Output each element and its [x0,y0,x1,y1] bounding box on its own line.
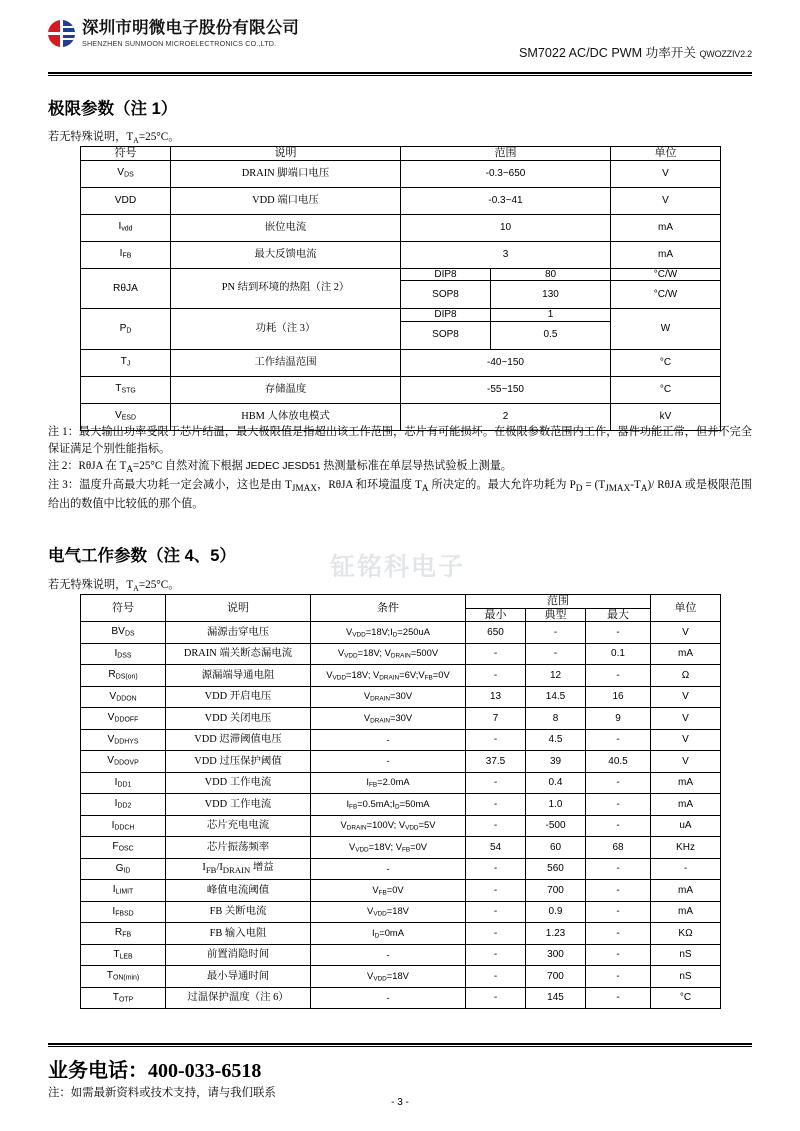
footer-divider [48,1043,752,1047]
col-description: 说明 [166,595,311,622]
cell-min: - [466,794,526,816]
cell-range: 1 [491,309,611,322]
cell-description: 峰值电流阈值 [166,880,311,902]
cell-range: -55~150 [401,376,611,403]
cell-description: FB 关断电流 [166,901,311,923]
cell-unit: V [651,622,721,644]
cell-typ: 1.0 [526,794,586,816]
cell-description: VDD 开启电压 [166,686,311,708]
col-min: 最小 [466,608,526,622]
cell-typ: 700 [526,966,586,988]
cell-unit: mA [611,241,721,268]
cell-symbol: $G_{ID}$ [81,858,166,880]
cell-min: - [466,880,526,902]
cell-min: 37.5 [466,751,526,773]
cell-typ: 12 [526,665,586,687]
cell-description: 嵌位电流 [171,214,401,241]
cell-unit: V [651,729,721,751]
document-title-text: SM7022 AC/DC PWM 功率开关 [518,46,696,60]
cell-symbol: $T_{ON(min)}$ [81,966,166,988]
absolute-maximum-ratings-table [80,146,721,431]
cell-min: 13 [466,686,526,708]
table-row [81,815,721,837]
cell-min: - [466,944,526,966]
cell-condition: $V_{DRAIN}=30V$ [311,686,466,708]
cell-symbol: VDD [81,187,171,214]
table-header-row [81,147,721,161]
cell-condition: $V_{DRAIN}=30V$ [311,708,466,730]
cell-condition: $V_{VDD}=18V$ [311,901,466,923]
table-row [81,858,721,880]
cell-condition: - [311,751,466,773]
cell-max: - [586,794,651,816]
cell-unit: nS [651,944,721,966]
cell-description: 漏源击穿电压 [166,622,311,644]
cell-package: SOP8 [401,321,491,349]
table-row [81,187,721,214]
table-row [81,923,721,945]
table-header-row-top [81,595,721,609]
cell-description: FB 输入电阻 [166,923,311,945]
cell-condition: $I_{FB}=2.0mA$ [311,772,466,794]
cell-symbol: $V_{DDON}$ [81,686,166,708]
cell-min: - [466,987,526,1009]
col-unit: 单位 [611,147,721,161]
table-row [81,686,721,708]
table-row [81,772,721,794]
company-name-en: SHENZHEN SUNMOON MICROELECTRONICS CO.,LTD. [82,38,277,48]
cell-symbol: $T_{OTP}$ [81,987,166,1009]
cell-symbol: $P_D$ [81,309,171,350]
cell-max: - [586,815,651,837]
sunmoon-logo-icon [48,20,75,47]
cell-symbol: $I_{FBSD}$ [81,901,166,923]
cell-min: - [466,923,526,945]
cell-condition: $V_{DRAIN}=100V$; $V_{VDD}=5V$ [311,815,466,837]
cell-symbol: $T_{STG}$ [81,376,171,403]
cell-max: 68 [586,837,651,859]
table-row [81,268,721,281]
cell-symbol: $I_{FB}$ [81,241,171,268]
cell-symbol: $I_{LIMIT}$ [81,880,166,902]
cell-max: - [586,901,651,923]
cell-unit: mA [651,772,721,794]
table-row [81,309,721,322]
cell-range: 3 [401,241,611,268]
cell-description: 最小导通时间 [166,966,311,988]
cell-description: $I_{FB}/I_{DRAIN}$ 增益 [166,858,311,880]
cell-unit: V [611,187,721,214]
cell-max: - [586,665,651,687]
cell-condition: $V_{VDD}=18V$; $V_{FB}=0V$ [311,837,466,859]
table-row [81,880,721,902]
cell-min: 54 [466,837,526,859]
cell-description: 前置消隐时间 [166,944,311,966]
table-row [81,376,721,403]
cell-unit: V [611,160,721,187]
cell-min: - [466,729,526,751]
cell-condition: - [311,729,466,751]
table-row [81,944,721,966]
cell-unit: - [651,858,721,880]
header-divider [48,72,752,76]
cell-typ: -500 [526,815,586,837]
company-name-block [82,20,299,47]
cell-condition: $V_{VDD}=18V$ [311,966,466,988]
cell-unit: mA [651,643,721,665]
cell-condition: $I_{FB}=0.5mA;I_D=50mA$ [311,794,466,816]
cell-max: - [586,966,651,988]
document-version: QWOZZIV2.2 [699,49,752,59]
cell-package: DIP8 [401,309,491,322]
section1-notes [48,424,752,513]
cell-min: - [466,643,526,665]
watermark: 钲铭科电子 [330,553,466,581]
col-symbol: 符号 [81,147,171,161]
section-title-absolute-maximum-ratings: 极限参数（注 1） [48,100,178,118]
col-range: 范围 [401,147,611,161]
cell-typ: 60 [526,837,586,859]
cell-description: 过温保护温度（注 6） [166,987,311,1009]
cell-max: - [586,858,651,880]
footer-phone-number: 400-033-6518 [148,1060,262,1082]
cell-symbol: $V_{DS}$ [81,160,171,187]
section2-subtitle: 若无特殊说明，$T_A=25^\circ C$。 [48,579,180,594]
table-row [81,643,721,665]
cell-description: HBM 人体放电模式 [171,403,401,430]
cell-symbol: $T_J$ [81,349,171,376]
table-row [81,349,721,376]
cell-description: 工作结温范围 [171,349,401,376]
cell-unit: V [651,708,721,730]
cell-unit: KΩ [651,923,721,945]
cell-symbol: $T_{LEB}$ [81,944,166,966]
cell-min: - [466,901,526,923]
cell-symbol: $R_{DS(on)}$ [81,665,166,687]
cell-symbol: $V_{ESD}$ [81,403,171,430]
cell-symbol: $I_{DDCH}$ [81,815,166,837]
cell-typ: 560 [526,858,586,880]
cell-min: - [466,858,526,880]
cell-package: DIP8 [401,268,491,281]
cell-max: - [586,880,651,902]
table-row [81,966,721,988]
cell-min: - [466,815,526,837]
note-2: 注 2：RθJA 在 $T_A=25^\circ C$ 自然对流下根据 JEDEC JESD51 热测量标准在单层导热试验板上测量。 [48,459,512,475]
cell-symbol: $V_{DDOVP}$ [81,751,166,773]
cell-unit: KHz [651,837,721,859]
section-title-electrical-characteristics: 电气工作参数（注 4、5） [48,547,236,565]
col-range: 范围 [466,595,651,609]
col-max: 最大 [586,608,651,622]
document-title [519,42,752,61]
cell-description: 源漏端导通电阻 [166,665,311,687]
cell-unit: °C/W [611,281,721,309]
cell-max: 9 [586,708,651,730]
cell-condition: $V_{VDD}=18V$; $V_{DRAIN}=500V$ [311,643,466,665]
cell-max: - [586,622,651,644]
table-row [81,214,721,241]
cell-unit: uA [651,815,721,837]
cell-unit: °C/W [611,268,721,281]
cell-max: 0.1 [586,643,651,665]
page-header [48,14,752,72]
table-row [81,751,721,773]
cell-unit: nS [651,966,721,988]
cell-max: 16 [586,686,651,708]
cell-min: - [466,772,526,794]
cell-unit: V [651,751,721,773]
cell-unit: mA [611,214,721,241]
cell-description: DRAIN 脚端口电压 [171,160,401,187]
cell-condition: $V_{FB}=0V$ [311,880,466,902]
cell-symbol: $I_{DD2}$ [81,794,166,816]
cell-condition: $V_{VDD}=18V$; $V_{DRAIN}=6V;V_{FB}=0V$ [311,665,466,687]
cell-max: - [586,923,651,945]
cell-symbol: $F_{OSC}$ [81,837,166,859]
table-row [81,241,721,268]
cell-symbol: $V_{DDHYS}$ [81,729,166,751]
table-row [81,622,721,644]
cell-range: 0.5 [491,321,611,349]
cell-unit: V [651,686,721,708]
table-row [81,665,721,687]
cell-typ: - [526,643,586,665]
cell-symbol: $I_{vdd}$ [81,214,171,241]
footer-phone-label: 业务电话： [48,1060,148,1082]
cell-typ: 145 [526,987,586,1009]
cell-min: - [466,665,526,687]
cell-unit: W [611,309,721,350]
cell-symbol: $V_{DDOFF}$ [81,708,166,730]
company-name-cn: 深圳市明微电子股份有限公司 [82,19,300,38]
table-row [81,794,721,816]
section1-subtitle: 若无特殊说明，$T_A=25^\circ C$。 [48,131,180,146]
cell-description: VDD 关闭电压 [166,708,311,730]
company-logo [48,20,299,47]
cell-unit: mA [651,901,721,923]
table-row [81,837,721,859]
cell-condition: - [311,987,466,1009]
cell-unit: mA [651,880,721,902]
footer-note: 注：如需最新资料或技术支持，请与我们联系 [48,1087,276,1099]
cell-unit: °C [611,349,721,376]
cell-description: VDD 工作电流 [166,772,311,794]
cell-range: -0.3~650 [401,160,611,187]
cell-max: - [586,729,651,751]
cell-range: 80 [491,268,611,281]
cell-unit: kV [611,403,721,430]
cell-description: 存储温度 [171,376,401,403]
cell-symbol: $R_{FB}$ [81,923,166,945]
cell-max: - [586,944,651,966]
cell-unit: mA [651,794,721,816]
cell-range: 130 [491,281,611,309]
cell-typ: 700 [526,880,586,902]
col-description: 说明 [171,147,401,161]
cell-symbol: $I_{DD1}$ [81,772,166,794]
cell-range: 2 [401,403,611,430]
table-row [81,160,721,187]
cell-min: - [466,966,526,988]
table-row [81,729,721,751]
cell-symbol: RθJA [81,268,171,309]
cell-description: VDD 过压保护阈值 [166,751,311,773]
cell-condition: - [311,858,466,880]
cell-description: PN 结到环境的热阻（注 2） [171,268,401,309]
cell-max: - [586,772,651,794]
footer-phone [48,1054,261,1083]
cell-typ: 4.5 [526,729,586,751]
cell-min: 7 [466,708,526,730]
page-number: - 3 - [391,1097,409,1108]
cell-typ: 0.4 [526,772,586,794]
cell-typ: 300 [526,944,586,966]
cell-max: 40.5 [586,751,651,773]
cell-symbol: $I_{DSS}$ [81,643,166,665]
table-row [81,987,721,1009]
cell-package: SOP8 [401,281,491,309]
electrical-characteristics-table [80,594,721,1009]
cell-typ: 0.9 [526,901,586,923]
cell-unit: °C [651,987,721,1009]
cell-description: VDD 迟滞阈值电压 [166,729,311,751]
cell-range: -0.3~41 [401,187,611,214]
cell-description: 功耗（注 3） [171,309,401,350]
cell-typ: 8 [526,708,586,730]
cell-description: 芯片充电电流 [166,815,311,837]
col-typ: 典型 [526,608,586,622]
cell-description: DRAIN 端关断态漏电流 [166,643,311,665]
table-row [81,901,721,923]
cell-typ: 1.23 [526,923,586,945]
note-1: 注 1：最大输出功率受限于芯片结温，最大极限值是指超出该工作范围，芯片有可能损坏。在极限参数范围内工作，器件功能正常，但并不完全保证满足个别性能指标。 [48,426,752,455]
cell-unit: °C [611,376,721,403]
cell-unit: Ω [651,665,721,687]
cell-description: VDD 工作电流 [166,794,311,816]
cell-min: 650 [466,622,526,644]
col-unit: 单位 [651,595,721,622]
cell-max: - [586,987,651,1009]
cell-typ: 14.5 [526,686,586,708]
cell-condition: $I_D=0mA$ [311,923,466,945]
cell-range: 10 [401,214,611,241]
cell-condition: - [311,944,466,966]
cell-typ: 39 [526,751,586,773]
cell-range: -40~150 [401,349,611,376]
cell-description: 最大反馈电流 [171,241,401,268]
cell-condition: $V_{VDD}=18V;I_D=250uA$ [311,622,466,644]
cell-symbol: $BV_{DS}$ [81,622,166,644]
cell-typ: - [526,622,586,644]
note-3: 注 3：温度升高最大功耗一定会减小，这也是由 $T_{JMAX}$，RθJA 和环境温度 $T_A$ 所决定的。最大允许功耗为 $P_D = (T_{JMAX}-T_A)/$ RθJA 或是极限范围给出的数值中比较低的那个值。 [48,478,753,511]
col-symbol: 符号 [81,595,166,622]
table-row [81,708,721,730]
cell-description: VDD 端口电压 [171,187,401,214]
cell-description: 芯片振荡频率 [166,837,311,859]
col-condition: 条件 [311,595,466,622]
